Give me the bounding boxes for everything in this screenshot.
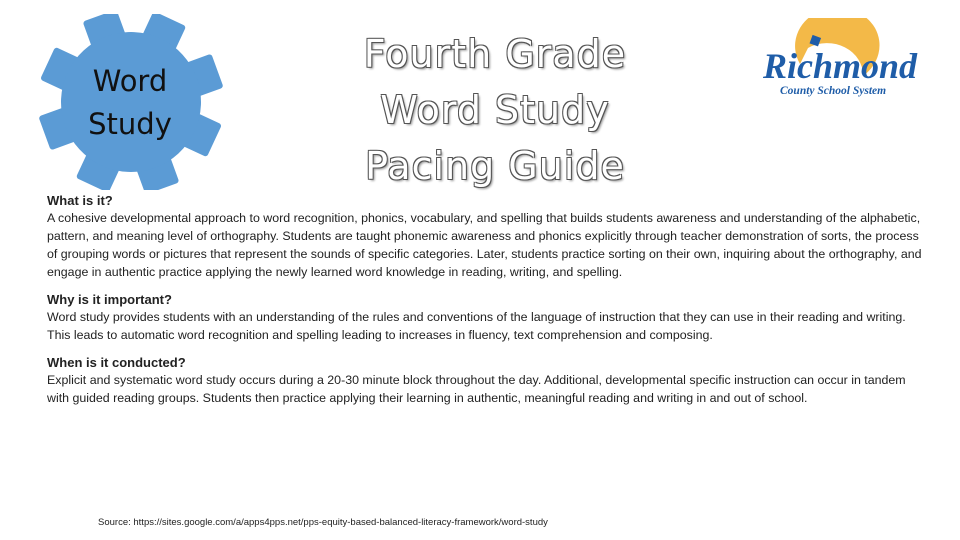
title-line-1: Fourth Grade	[363, 32, 627, 76]
section-heading: When is it conducted?	[47, 355, 186, 370]
badge-line-2: Study	[88, 107, 172, 141]
section-body: A cohesive developmental approach to word recognition, phonics, vocabulary, and spelling that builds students awareness and understanding of the alphabetic, pattern, and meaning level of orthography. Students are taught phonemic awareness and phonics explicitly through teacher demonstration of sorts, the process of grouping words or pictures that represent the sounds of specific categories. Later, students practice sorting on their own, inquiring about the orthography, and engage in authentic practice applying the newly learned word knowledge in reading, writing, and spelling.	[47, 211, 922, 279]
section-why	[47, 291, 927, 344]
source-citation: Source: https://sites.google.com/a/apps4pps.net/pps-equity-based-balanced-literacy-framework/word-study	[98, 517, 548, 528]
logo-subtitle: County School System	[780, 85, 887, 97]
section-what	[47, 192, 927, 281]
section-heading: What is it?	[47, 193, 113, 208]
section-when	[47, 354, 927, 407]
section-body: Word study provides students with an understanding of the rules and conventions of the language of instruction that they can use in their reading and writing. This leads to automatic word recognition and spelling leading to increases in fluency, text comprehension and composing.	[47, 310, 906, 342]
badge-line-1: Word	[92, 64, 168, 98]
section-heading: Why is it important?	[47, 292, 172, 307]
logo-name: Richmond	[763, 46, 918, 86]
badge-label	[60, 60, 200, 146]
title-line-2: Word Study	[380, 88, 610, 132]
title-line-3: Pacing Guide	[365, 144, 625, 188]
richmond-logo	[760, 18, 940, 98]
document-body	[47, 192, 927, 417]
page-title	[330, 26, 660, 194]
section-body: Explicit and systematic word study occurs during a 20-30 minute block throughout the day. Additional, developmental specific instruction can occur in tandem with guided reading groups. Students then practice applying their learning in authentic, meaningful reading and writing in and out of school.	[47, 373, 906, 405]
